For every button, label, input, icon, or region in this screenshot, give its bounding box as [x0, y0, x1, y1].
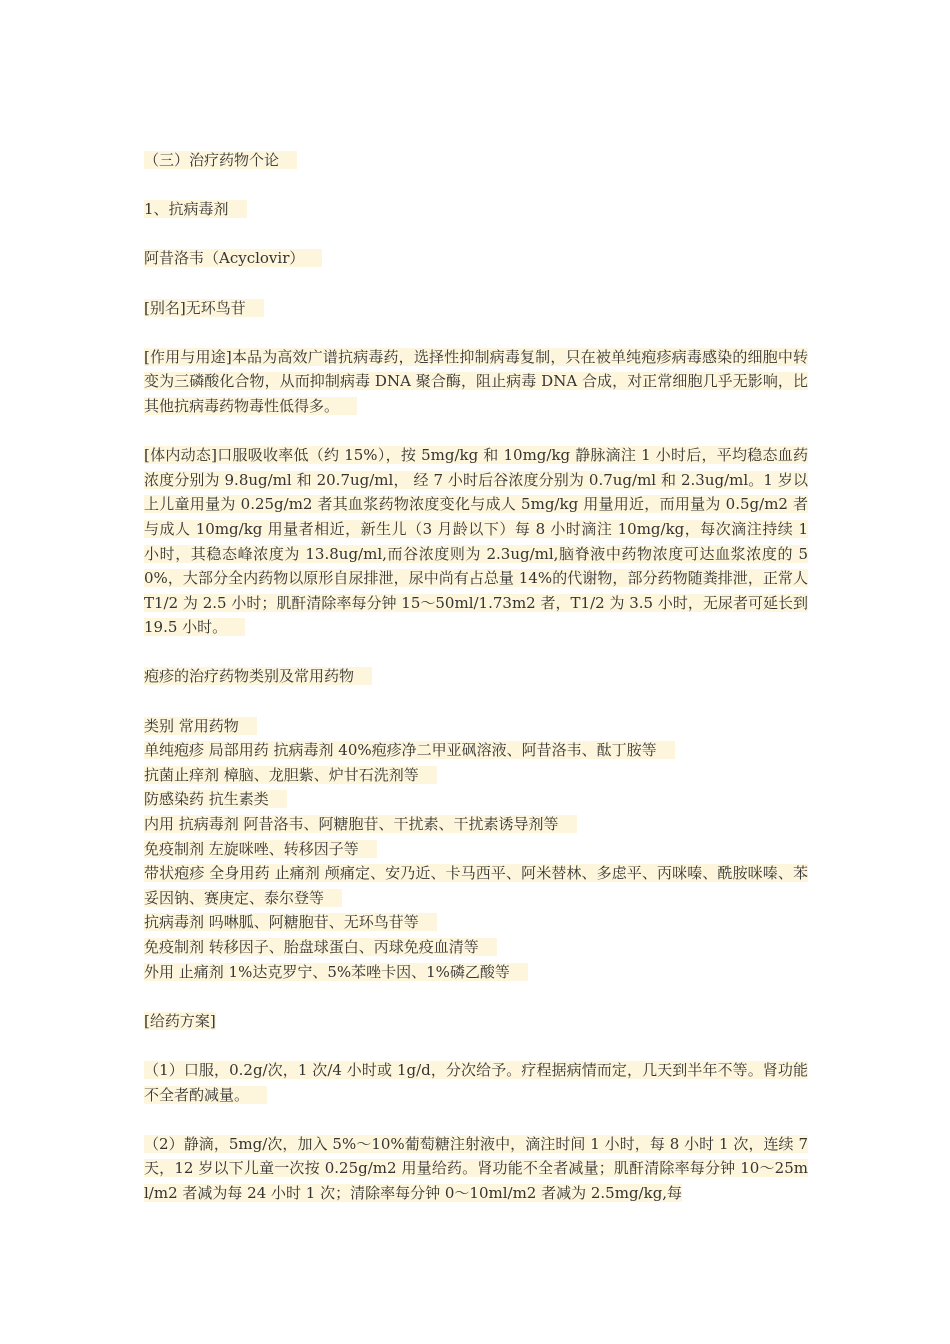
document-body	[144, 148, 808, 1206]
table-line: 防感染药 抗生素类	[144, 787, 808, 812]
table-line: 带状疱疹 全身用药 止痛剂 颅痛定、安乃近、卡马西平、阿米替林、多虑平、丙咪嗪、酰胺咪嗪、苯妥因钠、赛庚定、泰尔登等	[144, 864, 808, 907]
table-line: 免疫制剂 左旋咪唑、转移因子等	[144, 837, 808, 862]
table-line: 抗病毒剂 吗啉胍、阿糖胞苷、无环鸟苷等	[144, 910, 808, 935]
table-title: 疱疹的治疗药物类别及常用药物	[144, 664, 808, 689]
table-line: 抗菌止痒剂 樟脑、龙胆紫、炉甘石洗剂等	[144, 763, 808, 788]
table-line: 单纯疱疹 局部用药 抗病毒剂 40%疱疹净二甲亚砜溶液、阿昔洛韦、酞丁胺等	[144, 738, 808, 763]
drug-alias: [别名]无环鸟苷	[144, 296, 808, 321]
table-line: 类别 常用药物	[144, 714, 808, 739]
herpes-drug-table	[144, 714, 808, 985]
section-heading: （三）治疗药物个论	[144, 148, 808, 173]
pharmacokinetics-paragraph: [体内动态]口服吸收率低（约 15%），按 5mg/kg 和 10mg/kg 静脉滴注 1 小时后，平均稳态血药浓度分别为 9.8ug/ml 和 20.7ug/ml， 经 7 小时后谷浓度分别为 0.7ug/ml 和 2.3ug/ml。1 岁以上儿童用量为 0.25g/m2 者其血浆药物浓度变化与成人 5mg/kg 用量用近，而用量为 0.5g/m2 者与成人 10mg/kg 用量者相近，新生儿（3 月龄以下）每 8 小时滴注 10mg/kg，每次滴注持续 1 小时，其稳态峰浓度为 13.8ug/ml,而谷浓度则为 2.3ug/ml,脑脊液中药物浓度可达血浆浓度的 50%，大部分全内药物以原形自尿排泄，尿中尚有占总量 14%的代谢物，部分药物随粪排泄，正常人 T1/2 为 2.5 小时；肌酐清除率每分钟 15～50ml/1.73m2 者，T1/2 为 3.5 小时，无尿者可延长到 19.5 小时。	[144, 446, 808, 637]
table-line: 免疫制剂 转移因子、胎盘球蛋白、丙球免疫血清等	[144, 935, 808, 960]
dosage-oral-paragraph: （1）口服，0.2g/次，1 次/4 小时或 1g/d，分次给予。疗程据病情而定，几天到半年不等。肾功能不全者酌减量。	[144, 1060, 808, 1104]
dosage-iv-paragraph: （2）静滴，5mg/次，加入 5%～10%葡萄糖注射液中，滴注时间 1 小时，每 8 小时 1 次，连续 7 天，12 岁以下儿童一次按 0.25g/m2 用量给药。肾功能不全者减量；肌酐清除率每分钟 10～25ml/m2 者减为每 24 小时 1 次；清除率每分钟 0～10ml/m2 者减为 2.5mg/kg,每	[144, 1134, 808, 1202]
table-line: 外用 止痛剂 1%达克罗宁、5%苯唑卡因、1%磷乙酸等	[144, 960, 808, 985]
dosage-heading: [给药方案]	[144, 1011, 216, 1030]
drug-name: 阿昔洛韦（Acyclovir）	[144, 246, 808, 271]
action-use-paragraph: [作用与用途]本品为高效广谱抗病毒药，选择性抑制病毒复制，只在被单纯疱疹病毒感染的细胞中转变为三磷酸化合物，从而抑制病毒 DNA 聚合酶，阻止病毒 DNA 合成，对正常细胞几乎无影响，比其他抗病毒药物毒性低得多。	[144, 347, 808, 415]
table-line: 内用 抗病毒剂 阿昔洛韦、阿糖胞苷、干扰素、干扰素诱导剂等	[144, 812, 808, 837]
spacer	[144, 984, 808, 1009]
category-heading: 1、抗病毒剂	[144, 197, 808, 222]
